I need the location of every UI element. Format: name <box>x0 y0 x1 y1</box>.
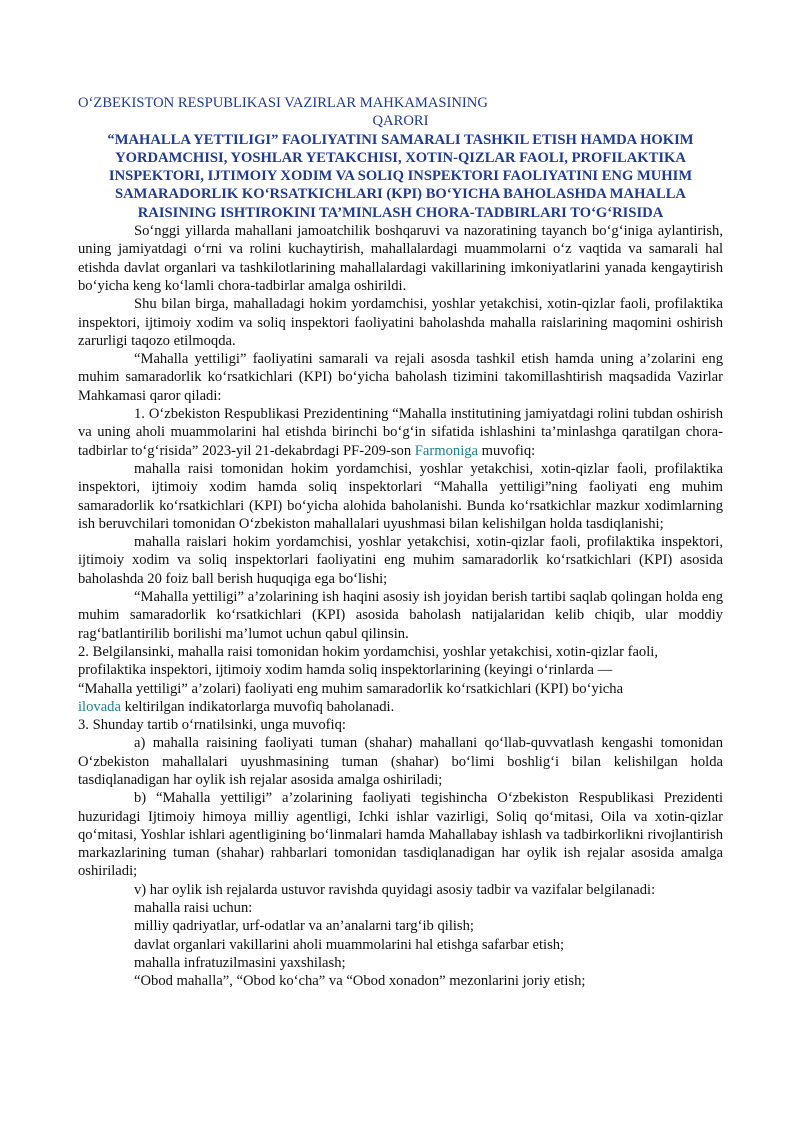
issuing-organization: O‘ZBEKISTON RESPUBLIKASI VAZIRLAR MAHKAMASINING <box>78 95 488 111</box>
paragraph-preamble-2: Shu bilan birga, mahalladagi hokim yordamchisi, yoshlar yetakchisi, xotin-qizlar faoli, profilaktika inspektori, ijtimoiy xodim va soliq inspektori faoliyatini baholashda mahalla raislarining maqomini oshirish zarurligi taqozo etilmoqda. <box>78 296 723 349</box>
item-1-text: 1. O‘zbekiston Respublikasi Prezidentining “Mahalla institutining jamiyatdagi rolini tubdan oshirish va uning aholi muammolarini hal etishda birinchi bo‘g‘in sifatida ishlashini ta’minlashga qaratilgan chora-tadbirlar to‘g‘risida” 2023-yil 21-dekabrdagi PF-209-son <box>78 406 723 459</box>
document-page <box>78 94 723 991</box>
list-item: mahalla raisi uchun: <box>134 900 253 917</box>
ilova-link[interactable]: ilovada <box>78 698 121 715</box>
paragraph-item-1-sub-1: mahalla raisi tomonidan hokim yordamchisi, yoshlar yetakchisi, xotin-qizlar faoli, profilaktika inspektori, ijtimoiy xodim hamda soliq inspektorlari “Mahalla yettiligi”ning faoliyati eng muhim samaradorlik ko‘rsatkichlari (KPI) bo‘yicha alohida baholanishi. Bunda ko‘rsatkichlar mazkur xodimlarning ish beruvchilari tomonidan O‘zbekiston mahallalari uyushmasi bilan kelishilgan holda tasdiqlanishi; <box>78 460 723 532</box>
paragraph-item-3: 3. Shunday tartib o‘rnatilsinki, unga muvofiq: <box>78 717 346 734</box>
item-1-tail: muvofiq: <box>478 442 536 459</box>
list-item: milliy qadriyatlar, urf-odatlar va an’analarni targ‘ib qilish; <box>134 918 474 935</box>
item-2-line-2: profilaktika inspektori, ijtimoiy xodim hamda soliq inspektorlarining (keyingi o‘rinlarda — <box>78 662 613 679</box>
document-header <box>78 94 723 131</box>
list-item: v) har oylik ish rejalarda ustuvor ravishda quyidagi asosiy tadbir va vazifalar belgilanadi: <box>134 881 656 898</box>
item-2-line-1: 2. Belgilansinki, mahalla raisi tomonidan hokim yordamchisi, yoshlar yetakchisi, xotin-qizlar faoli, <box>78 643 658 660</box>
document-title: “MAHALLA YETTILIGI” FAOLIYATINI SAMARALI TASHKIL ETISH HAMDA HOKIM YORDAMCHISI, YOSHLAR YETAKCHISI, XOTIN-QIZLAR FAOLI, PROFILAKTIKA INSPEKTORI, IJTIMOIY XODIM VA SOLIQ INSPEKTORI FAOLIYATINI ENG MUHIM SAMARADORLIK KO‘RSATKICHLARI (KPI) BO‘YICHA BAHOLASHDA MAHALLA RAISINING ISHTIROKINI TA’MINLASH CHORA-TADBIRLARI TO‘G‘RISIDA <box>107 131 694 221</box>
list-item: “Obod mahalla”, “Obod ko‘cha” va “Obod xonadon” mezonlarini joriy etish; <box>134 973 586 990</box>
item-2-tail: keltirilgan indikatorlarga muvofiq baholanadi. <box>120 698 395 715</box>
item-2-line-4 <box>78 698 723 716</box>
list-item: mahalla infratuzilmasini yaxshilash; <box>134 954 346 971</box>
paragraph-preamble-1: So‘nggi yillarda mahallani jamoatchilik boshqaruvi va nazoratining tayanch bo‘g‘iniga aylantirish, uning jamiyatdagi o‘rni va rolini kuchaytirish, mahallalardagi muammolarni o‘z vaqtida va samarali hal etishda davlat organlari va tashkilotlarining mahallalardagi vakillarining imkoniyatlarini yanada kengaytirish bo‘yicha keng ko‘lamli chora-tadbirlar amalga oshirildi. <box>78 223 723 294</box>
task-list <box>78 881 723 991</box>
paragraph-preamble-3: “Mahalla yettiligi” faoliyatini samarali va rejali asosda tashkil etish hamda uning a’zolarini eng muhim samaradorlik ko‘rsatkichlari (KPI) bo‘yicha baholash tizimini takomillashtirish maqsadida Vazirlar Mahkamasi qaror qiladi: <box>78 351 723 404</box>
paragraph-item-1 <box>78 405 723 460</box>
paragraph-item-1-sub-2: mahalla raislari hokim yordamchisi, yoshlar yetakchisi, xotin-qizlar faoli, profilaktika inspektori, ijtimoiy xodim va soliq inspektorlari faoliyatini eng muhim samaradorlik ko‘rsatkichlari (KPI) asosida baholashda 20 foiz ball berish huquqiga ega bo‘lishi; <box>78 534 723 587</box>
paragraph-item-3a: a) mahalla raisining faoliyati tuman (shahar) mahallani qo‘llab-quvvatlash kengashi tomonidan O‘zbekiston mahallalari uyushmasining tuman (shahar) bo‘limi boshlig‘i bilan kelishilgan holda tasdiqlanadigan har oylik ish rejalar asosida amalga oshiriladi; <box>78 735 723 788</box>
farmon-link[interactable]: Farmoniga <box>414 442 479 459</box>
list-item: davlat organlari vakillarini aholi muammolarini hal etishga safarbar etish; <box>134 936 565 953</box>
paragraph-item-1-sub-3: “Mahalla yettiligi” a’zolarining ish haqini asosiy ish joyidan berish tartibi saqlab qolingan holda eng muhim samaradorlik ko‘rsatkichlari (KPI) asosida baholash natijalaridan kelib chiqib, ular moddiy rag‘batlantirilib borilishi ma’lumot uchun qabul qilinsin. <box>78 589 723 642</box>
paragraph-item-2 <box>78 643 723 716</box>
document-type: QARORI <box>372 113 429 130</box>
paragraph-item-3b: b) “Mahalla yettiligi” a’zolarining faoliyati tegishincha O‘zbekiston Respublikasi Prezidenti huzuridagi Ijtimoiy himoya milliy agentligi, Ichki ishlar vazirligi, Soliq qo‘mitasi, Oila va xotin-qizlar qo‘mitasi, Yoshlar ishlari agentligining bo‘linmalari hamda Mahallabay ishlash va tadbirkorlikni rivojlantirish markazlarining tuman (shahar) rahbarlari tomonidan tasdiqlanadigan har oylik ish rejalar asosida amalga oshiriladi; <box>78 790 723 880</box>
item-2-line-3: “Mahalla yettiligi” a’zolari) faoliyati eng muhim samaradorlik ko‘rsatkichlari (KPI) bo‘yicha <box>78 680 624 697</box>
